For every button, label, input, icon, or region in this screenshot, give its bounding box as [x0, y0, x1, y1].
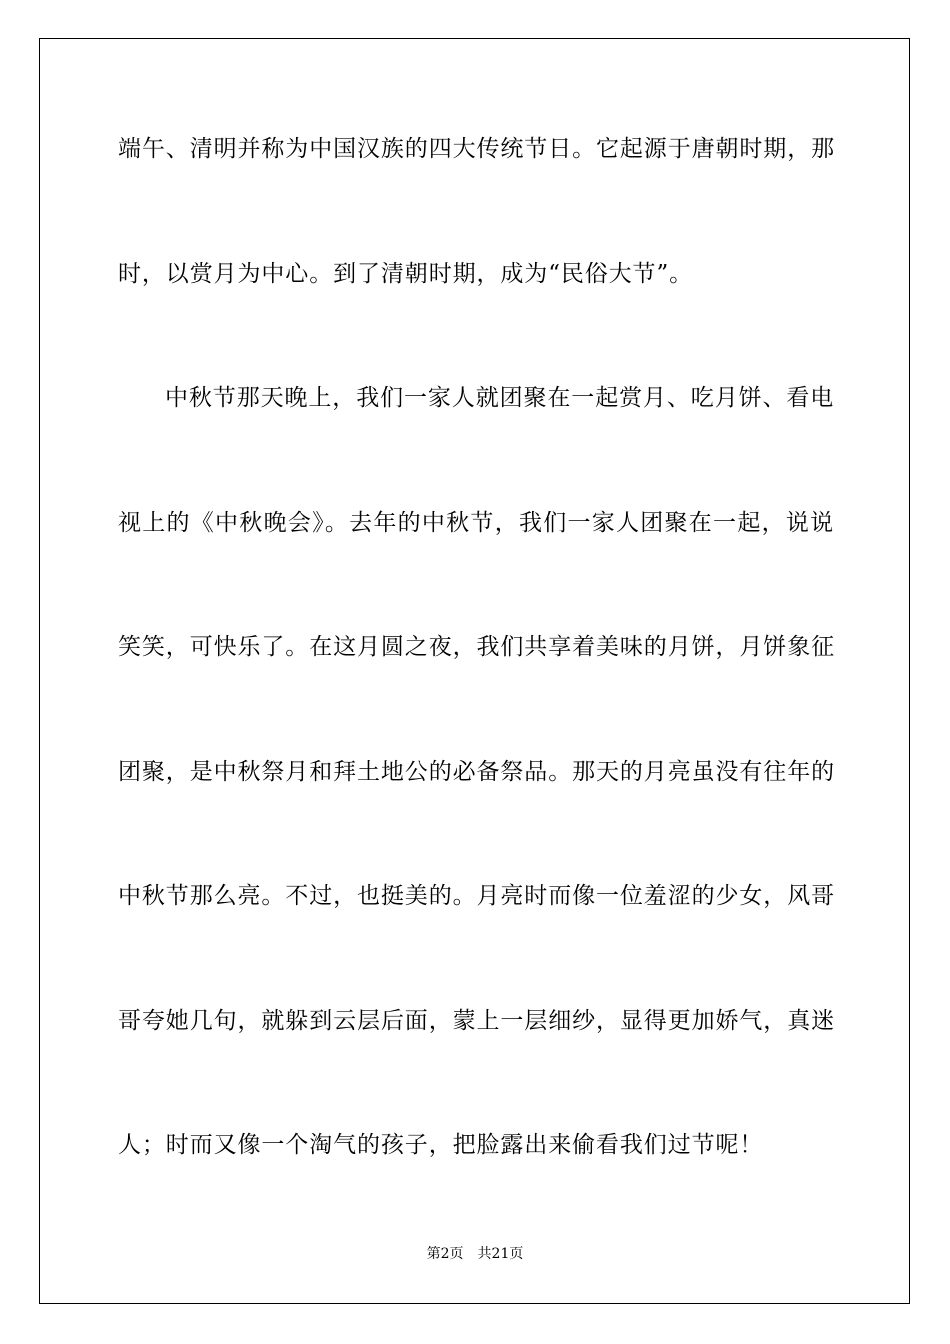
paragraph-line-8: 哥夸她几句，就躲到云层后面，蒙上一层细纱，显得更加娇气，真迷 — [118, 1008, 835, 1034]
paragraph-line-5: 笑笑，可快乐了。在这月圆之夜，我们共享着美味的月饼，月饼象征 — [118, 634, 835, 660]
paragraph-line-1: 端午、清明并称为中国汉族的四大传统节日。它起源于唐朝时期，那 — [118, 136, 835, 162]
paragraph-line-2: 时，以赏月为中心。到了清朝时期，成为“民俗大节”。 — [118, 261, 694, 287]
page-number: 第2页 — [426, 1246, 464, 1262]
paragraph-line-3: 中秋节那天晚上，我们一家人就团聚在一起赏月、吃月饼、看电 — [165, 385, 835, 411]
page-total: 共21页 — [477, 1246, 524, 1262]
paragraph-line-4: 视上的《中秋晚会》。去年的中秋节，我们一家人团聚在一起，说说 — [118, 510, 834, 536]
page-footer — [0, 1244, 950, 1264]
paragraph-line-7: 中秋节那么亮。不过，也挺美的。月亮时而像一位羞涩的少女，风哥 — [118, 883, 835, 909]
page-border — [39, 38, 910, 1304]
paragraph-line-6: 团聚，是中秋祭月和拜土地公的必备祭品。那天的月亮虽没有往年的 — [118, 759, 835, 785]
paragraph-line-9: 人；时而又像一个淘气的孩子，把脸露出来偷看我们过节呢！ — [118, 1132, 764, 1158]
